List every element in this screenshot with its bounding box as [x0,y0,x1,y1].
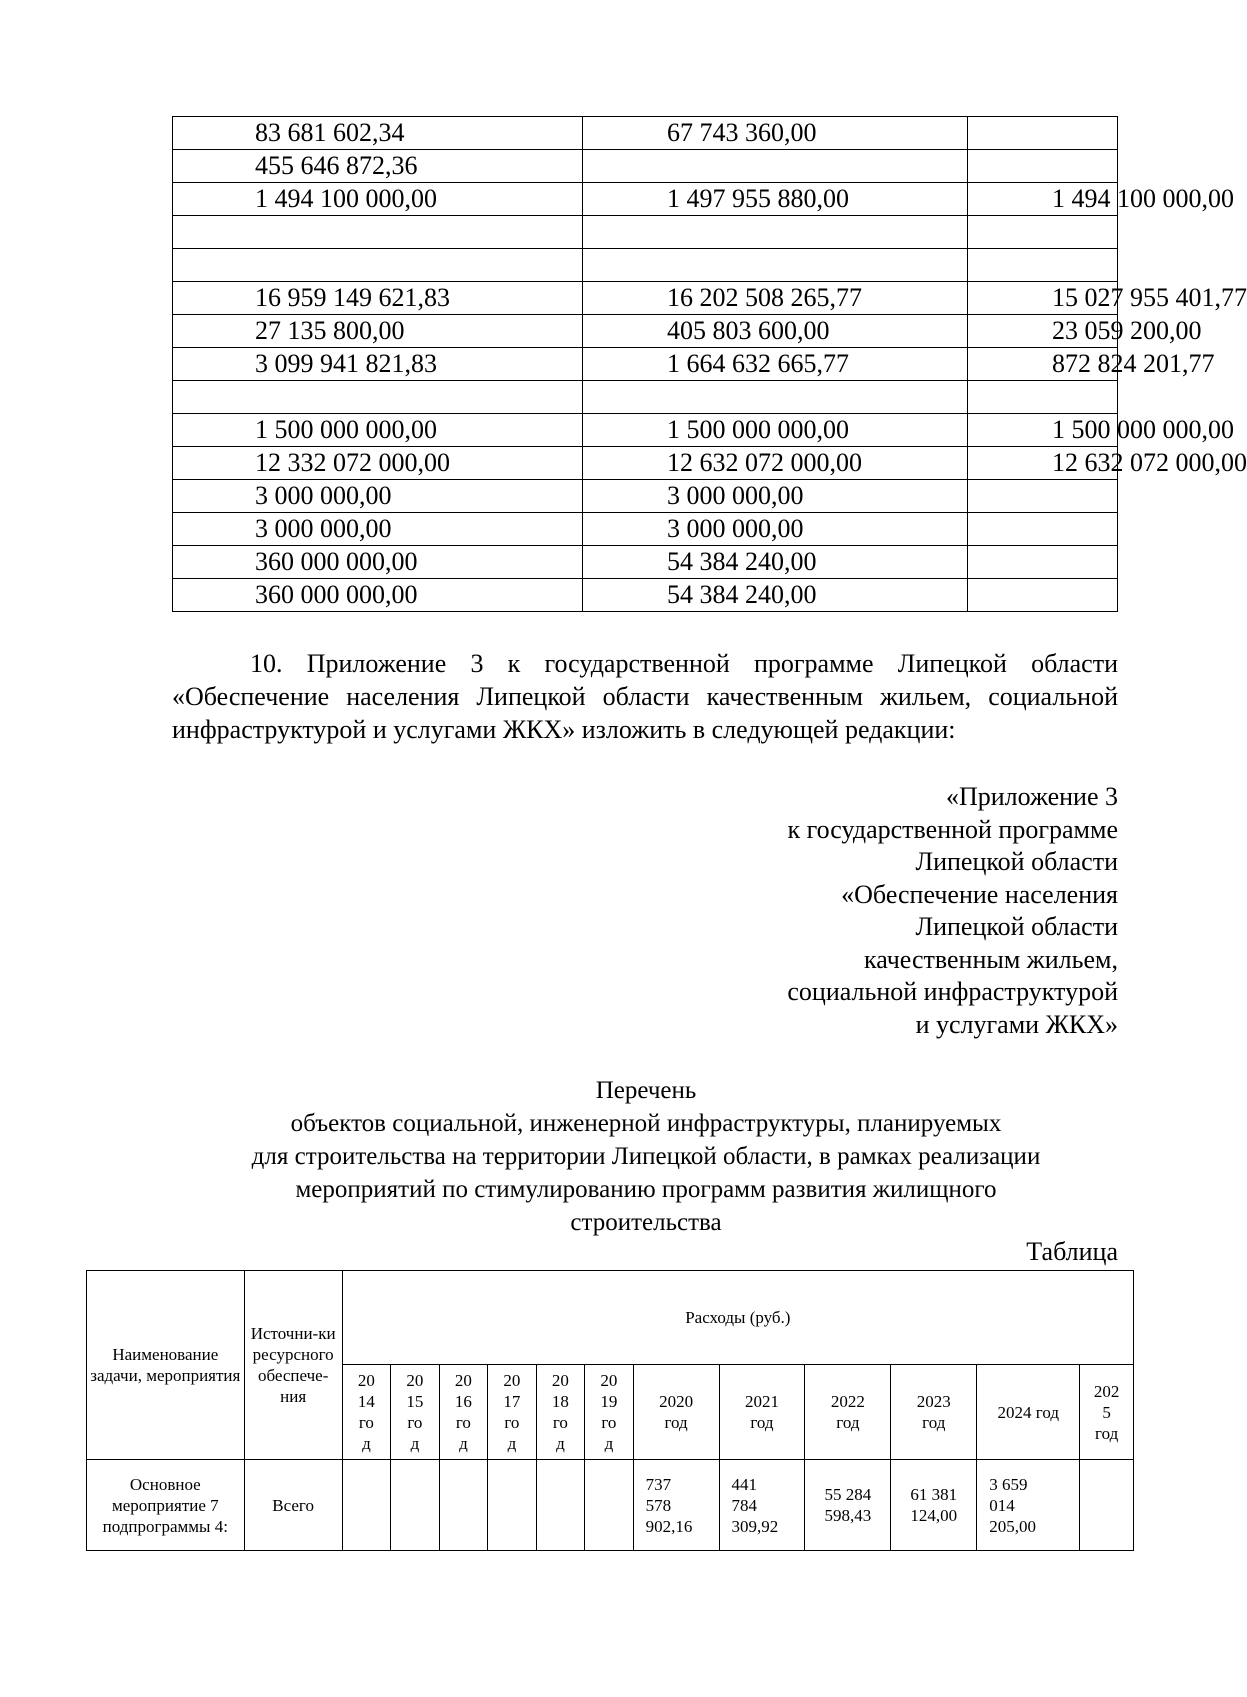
year-header-line: го [552,1413,568,1432]
expense-value [439,1460,488,1551]
expense-value-line: 578 [645,1495,672,1515]
table-row [173,480,1118,513]
table-cell: 3 000 000,00 [583,480,968,513]
table-cell: 83 681 602,34 [173,117,583,150]
table-cell [583,249,968,282]
year-header-line: го [504,1413,520,1432]
table-cell: 1 500 000 000,00 [173,414,583,447]
appendix-line: «Приложение 3 [945,782,1118,811]
year-header-line: 2024 год [997,1402,1059,1422]
table-row [87,1460,1134,1551]
table-cell: 27 135 800,00 [173,315,583,348]
year-header [585,1365,634,1460]
table-cell: 872 824 201,77 [968,348,1118,381]
year-header-line: 14 [357,1392,375,1411]
table-row [173,513,1118,546]
title-line: мероприятий по стимулированию программ развития жилищного [295,1176,997,1203]
table-cell: 1 494 100 000,00 [173,183,583,216]
table-cell [583,216,968,249]
budget-figures-table [172,116,1247,612]
year-header [633,1365,719,1460]
table-cell [968,546,1118,579]
table-cell: 1 500 000 000,00 [583,414,968,447]
table-row [173,381,1118,414]
expense-value-line: 737 [645,1474,672,1494]
table-row [173,150,1118,183]
appendix-header [618,781,1118,1041]
column-header-source: Источни-ки ресурсного обеспече-ния [244,1271,342,1460]
table-label: Таблица [1026,1237,1118,1266]
funding-source: Всего [244,1460,342,1551]
expense-value-line: 3 659 [989,1474,1028,1494]
year-header-line: 16 [454,1392,472,1411]
table-row [173,348,1118,381]
expense-value [585,1460,634,1551]
expense-value-line: 014 [989,1495,1015,1515]
year-header-line: год [922,1413,946,1432]
year-header-line: 2021 [744,1392,779,1411]
activity-name: Основное мероприятие 7 подпрограммы 4: [87,1460,245,1551]
table-cell: 3 000 000,00 [583,513,968,546]
expense-value-line: 61 381 [910,1485,958,1504]
appendix-line: качественным жильем, [863,944,1118,974]
table-cell: 1 497 955 880,00 [583,183,968,216]
table-cell: 455 646 872,36 [173,150,583,183]
year-header-line: год [1095,1423,1119,1443]
table-cell: 3 000 000,00 [173,513,583,546]
year-header-line: го [455,1413,471,1432]
expenses-table [86,1270,1134,1551]
year-header-line: д [604,1434,614,1453]
table-cell [968,117,1118,150]
table-cell: 15 027 955 401,77 [968,282,1118,315]
appendix-line: и услугами ЖКХ» [915,1009,1118,1039]
expense-value-line: 784 [731,1495,758,1515]
table-cell: 1 664 632 665,77 [583,348,968,381]
table-cell: 12 632 072 000,00 [968,447,1118,480]
expense-value-line: 55 284 [824,1485,872,1504]
table-cell: 54 384 240,00 [583,546,968,579]
expense-value-line: 902,16 [645,1516,693,1536]
title-line: строительства [570,1209,722,1236]
year-header-line: го [601,1413,617,1432]
year-header-line: 15 [406,1392,424,1411]
appendix-line: «Обеспечение населения [841,879,1118,909]
year-header-line: 18 [551,1392,569,1411]
table-cell [968,249,1118,282]
table-cell: 360 000 000,00 [173,579,583,612]
year-header-line: 2023 [916,1392,951,1411]
year-header-line: д [459,1434,468,1453]
year-header-line: год [664,1413,688,1432]
table-cell [968,480,1118,513]
year-header-line: год [836,1413,860,1432]
year-header [977,1365,1080,1460]
table-cell: 3 099 941 821,83 [173,348,583,381]
column-header-name: Наименование задачи, мероприятия [87,1271,245,1460]
table-cell [583,150,968,183]
title-line: для строительства на территории Липецкой области, в рамках реализации [251,1143,1041,1170]
year-header-line: 20 [357,1371,375,1390]
expense-value-line: 598,43 [824,1506,872,1525]
expense-value [891,1460,977,1551]
expense-value [391,1460,440,1551]
year-header-line: го [358,1413,374,1432]
appendix-line: Липецкой области [915,912,1118,941]
expense-value-line: 309,92 [731,1516,779,1536]
table-cell: 405 803 600,00 [583,315,968,348]
table-cell [173,249,583,282]
table-cell: 16 202 508 265,77 [583,282,968,315]
expense-value-line: 124,00 [910,1506,958,1525]
column-header-expenses: Расходы (руб.) [342,1271,1133,1365]
year-header-line: 202 [1093,1381,1120,1401]
year-header-line: 20 [600,1371,618,1390]
expense-value [633,1460,719,1551]
table-cell [968,216,1118,249]
table-row [173,183,1118,216]
expense-value-line: 441 [731,1474,758,1494]
year-header-line: 19 [600,1392,618,1411]
expense-value [488,1460,537,1551]
table-row [173,447,1118,480]
year-header-line: 2020 [659,1392,694,1411]
title-line: объектов социальной, инженерной инфраструктуры, планируемых [290,1110,1002,1137]
table-row [173,216,1118,249]
year-header-line: д [410,1434,420,1453]
table-cell: 54 384 240,00 [583,579,968,612]
year-header [719,1365,805,1460]
appendix-line: Липецкой области [915,847,1118,876]
table-cell [583,381,968,414]
year-header-line: д [362,1434,371,1453]
expense-value [805,1460,891,1551]
year-header [891,1365,977,1460]
expense-value [719,1460,805,1551]
table-cell [968,381,1118,414]
table-cell: 1 500 000 000,00 [968,414,1118,447]
year-header [391,1365,440,1460]
expense-value [1080,1460,1134,1551]
table-row [173,282,1118,315]
expense-value-line: 205,00 [989,1516,1036,1536]
expense-value [977,1460,1080,1551]
year-header-line: год [750,1413,774,1432]
title-line: Перечень [595,1077,697,1104]
year-header-line: 20 [503,1371,521,1390]
year-header [488,1365,537,1460]
year-header-line: 20 [454,1371,472,1390]
year-header [536,1365,585,1460]
table-cell: 3 000 000,00 [173,480,583,513]
list-title [150,1074,1142,1239]
table-cell [968,150,1118,183]
year-header [805,1365,891,1460]
table-cell: 12 632 072 000,00 [583,447,968,480]
table-cell: 1 494 100 000,00 [968,183,1118,216]
table-row [173,315,1118,348]
year-header [342,1365,391,1460]
expense-value [536,1460,585,1551]
table-cell [968,579,1118,612]
table-cell: 12 332 072 000,00 [173,447,583,480]
appendix-line: к государственной программе [787,814,1118,844]
table-cell: 67 743 360,00 [583,117,968,150]
table-row [173,249,1118,282]
table-cell [173,381,583,414]
table-row [173,579,1118,612]
year-header-line: го [407,1413,423,1432]
table-row [173,117,1118,150]
year-header-line: 17 [503,1392,521,1411]
year-header-line: д [556,1434,565,1453]
year-header [1080,1365,1134,1460]
table-cell [968,513,1118,546]
year-header-line: 20 [551,1371,569,1390]
table-cell: 16 959 149 621,83 [173,282,583,315]
table-row [173,414,1118,447]
year-header [439,1365,488,1460]
table-cell: 23 059 200,00 [968,315,1118,348]
year-header-line: 20 [406,1371,424,1390]
year-header-line: 5 [1102,1402,1111,1422]
appendix-line: социальной инфраструктурой [787,977,1118,1006]
table-row [173,546,1118,579]
table-cell [173,216,583,249]
amendment-paragraph: 10. Приложение 3 к государственной программе Липецкой области «Обеспечение населения Липецкой области качественным жильем, социальной инфраструктурой и услугами ЖКХ» изложить в следующей редакции: [172,649,1118,744]
year-header-line: 2022 [830,1392,865,1411]
expense-value [342,1460,391,1551]
table-cell: 360 000 000,00 [173,546,583,579]
year-header-line: д [507,1434,517,1453]
